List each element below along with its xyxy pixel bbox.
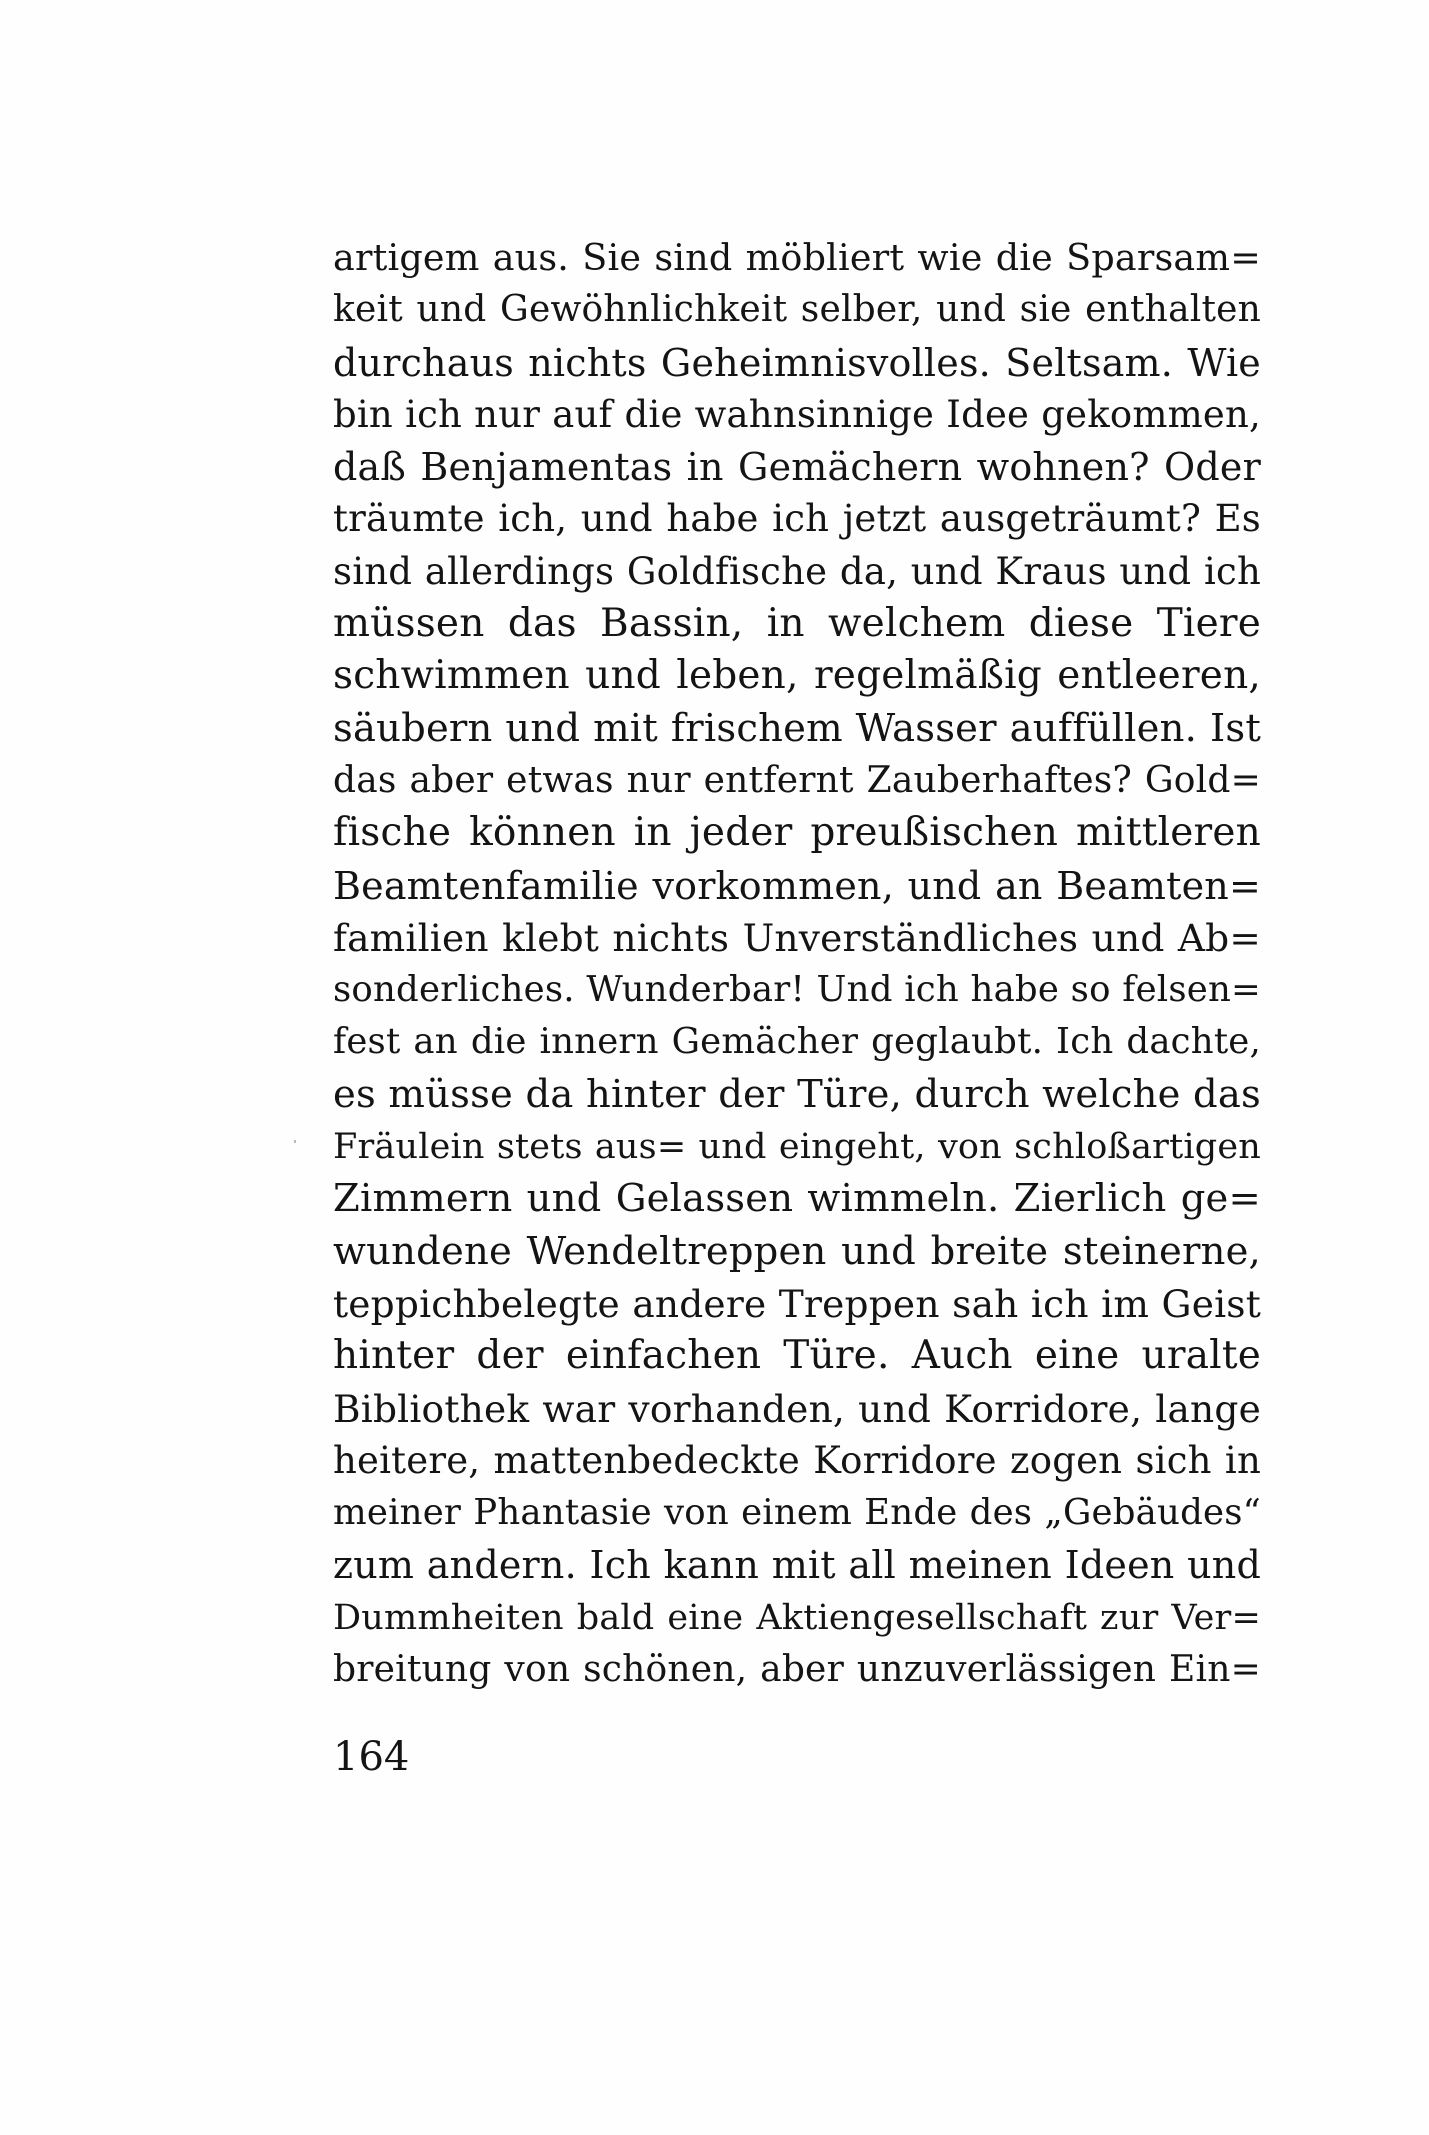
text-line: heitere, mattenbedeckte Korridore zogen sich in (333, 1438, 1261, 1482)
text-line: Zimmern und Gelassen wimmeln. Zierlich ge= (333, 1176, 1261, 1222)
text-line: schwimmen und leben, regelmäßig entleeren, (333, 653, 1261, 699)
text-line: keit und Gewöhnlichkeit selber, und sie enthalten (333, 289, 1261, 331)
text-line: säubern und mit frischem Wasser auffüllen. Ist (333, 705, 1261, 751)
text-line: artigem aus. Sie sind möbliert wie die Sparsam= (333, 236, 1261, 279)
text-line: hinter der einfachen Türe. Auch eine uralte (333, 1333, 1261, 1379)
text-line: Beamtenfamilie vorkommen, und an Beamten= (333, 863, 1261, 908)
text-line: durchaus nichts Geheimnisvolles. Seltsam. Wie (333, 340, 1261, 385)
text-line: teppichbelegte andere Treppen sah ich im Geist (333, 1281, 1261, 1326)
text-line: zum andern. Ich kann mit all meinen Ideen und (333, 1543, 1261, 1588)
text-line: das aber etwas nur entfernt Zauberhaftes? Gold= (333, 759, 1261, 801)
text-line: bin ich nur auf die wahnsinnige Idee gekommen, (333, 392, 1261, 436)
text-line: es müsse da hinter der Türe, durch welche das (333, 1071, 1261, 1117)
body-text (333, 232, 1261, 1696)
text-line: träumte ich, und habe ich jetzt ausgeträumt? Es (333, 497, 1261, 541)
text-line: wundene Wendeltreppen und breite steinerne, (333, 1228, 1261, 1274)
text-line: fische können in jeder preußischen mittleren (333, 810, 1261, 856)
text-line: Bibliothek war vorhanden, und Korridore, lange (333, 1386, 1261, 1431)
text-line: Fräulein stets aus= und eingeht, von schloßartigen (333, 1127, 1261, 1168)
text-line: sonderliches. Wunderbar! Und ich habe so felsen= (333, 969, 1261, 1011)
paper-speck (294, 1140, 296, 1143)
text-line: breitung von schönen, aber unzuverlässigen Ein= (333, 1649, 1261, 1691)
text-line: fest an die innern Gemächer geglaubt. Ich dachte, (333, 1021, 1261, 1063)
text-line: familien klebt nichts Unverständliches und Ab= (333, 915, 1261, 960)
text-line: Dummheiten bald eine Aktiengesellschaft zur Ver= (333, 1597, 1261, 1638)
text-line: daß Benjamentas in Gemächern wohnen? Oder (333, 445, 1261, 490)
text-line: meiner Phantasie von einem Ende des „Gebäudes“ (333, 1492, 1261, 1534)
text-line: sind allerdings Goldfische da, und Kraus und ich (333, 549, 1261, 593)
page-number: 164 (333, 1734, 410, 1780)
text-line: müssen das Bassin, in welchem diese Tiere (333, 601, 1261, 647)
